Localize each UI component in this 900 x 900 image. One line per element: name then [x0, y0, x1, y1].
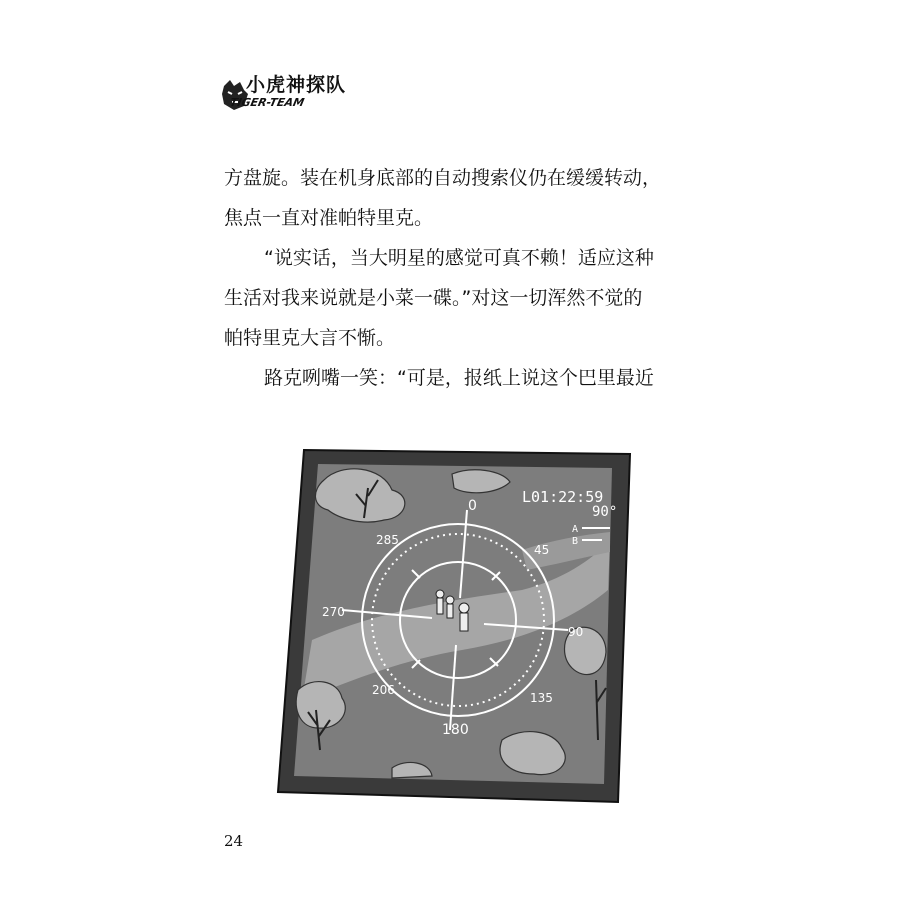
tracker-screen-illustration — [272, 440, 644, 810]
text-line: “说实话，当大明星的感觉可真不赖！适应这种 — [264, 247, 654, 269]
hud-timer: L01:22:59 — [522, 488, 604, 506]
compass-90: 90 — [568, 625, 584, 639]
compass-206: 206 — [372, 683, 395, 697]
body-text — [224, 158, 694, 398]
text-line: 帕特里克大言不惭。 — [224, 327, 396, 349]
compass-45: 45 — [534, 543, 550, 557]
hud-bar-a-label: A — [572, 524, 579, 535]
text-line: 方盘旋。装在机身底部的自动搜索仪仍在缓缓转动， — [224, 167, 662, 189]
logo-title: 小虎神探队 — [246, 74, 347, 96]
compass-285: 285 — [376, 533, 399, 547]
compass-0: 0 — [468, 498, 477, 514]
hud-bar-b-label: B — [572, 536, 579, 547]
text-line: 生活对我来说就是小菜一碟。”对这一切浑然不觉的 — [224, 287, 643, 309]
logo-subtitle: TIGER-TEAM — [228, 96, 306, 109]
compass-270: 270 — [322, 605, 345, 619]
series-logo — [220, 66, 370, 126]
hud-angle: 90° — [592, 504, 618, 520]
compass-135: 135 — [530, 691, 553, 705]
text-line: 路克咧嘴一笑：“可是，报纸上说这个巴里最近 — [264, 367, 654, 389]
compass-180: 180 — [442, 722, 469, 738]
text-line: 焦点一直对准帕特里克。 — [224, 207, 434, 229]
page-number: 24 — [224, 832, 244, 850]
